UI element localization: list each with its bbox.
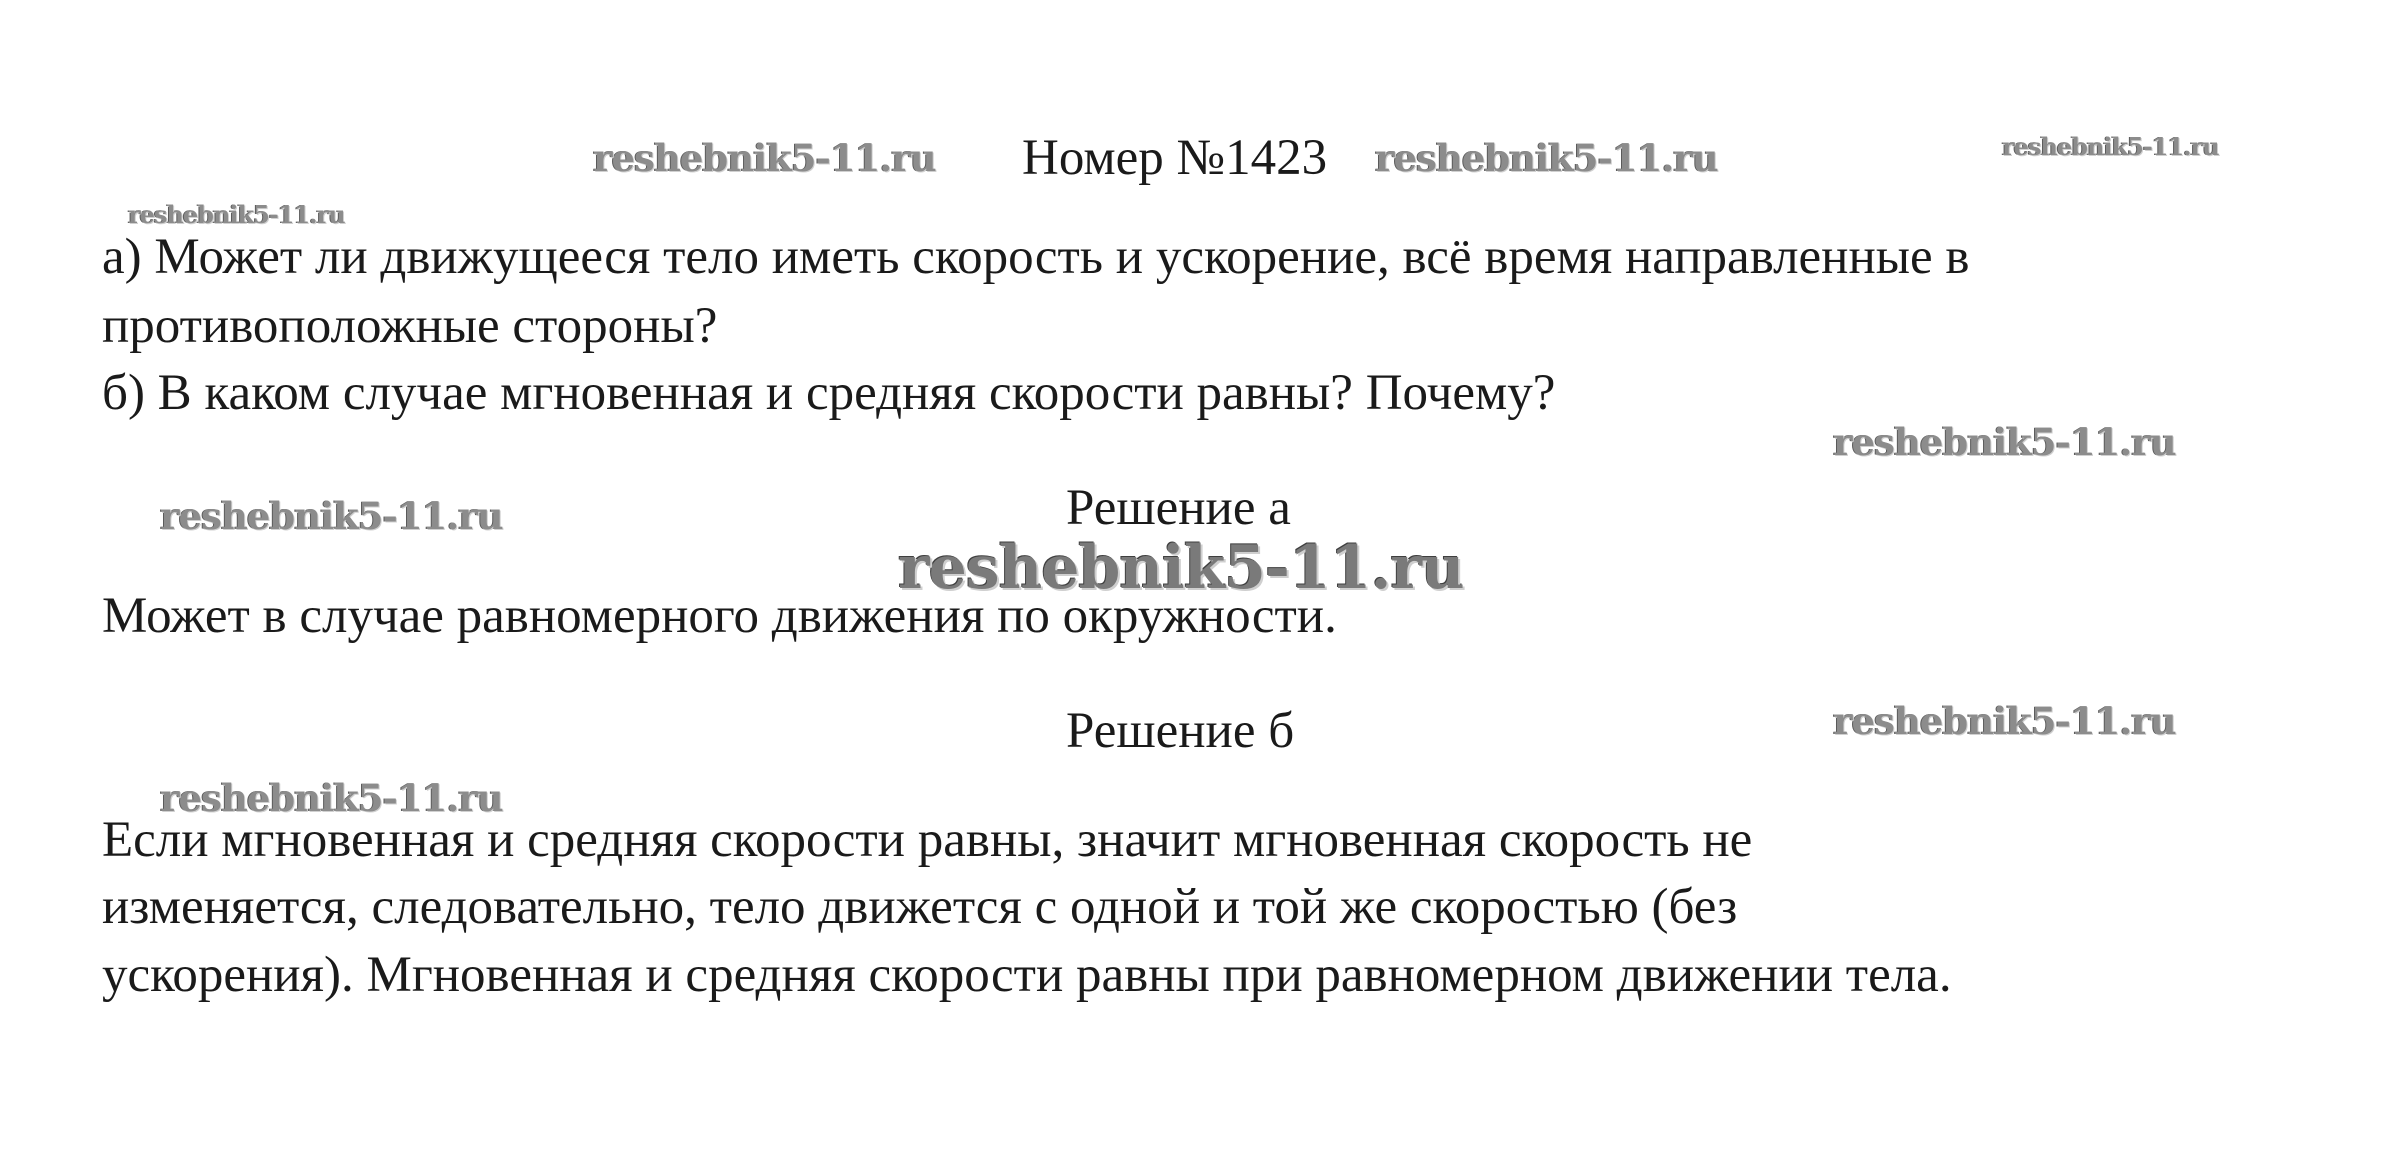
watermark: reshebnik5-11.ru (1833, 420, 2176, 464)
solution-a-text: Может в случае равномерного движения по окружности. (102, 588, 1337, 644)
question-a-line-2: противоположные стороны? (102, 298, 718, 354)
question-b-line: б) В каком случае мгновенная и средняя скорости равны? Почему? (102, 365, 1556, 421)
question-a-line-1: а) Может ли движущееся тело иметь скорость и ускорение, всё время направленные в (102, 229, 1970, 285)
solution-b-line-3: ускорения). Мгновенная и средняя скорости равны при равномерном движении тела. (102, 947, 1952, 1003)
watermark: reshebnik5-11.ru (160, 776, 503, 820)
page-title: Номер №1423 (1022, 130, 1328, 186)
watermark: reshebnik5-11.ru (1833, 699, 2176, 743)
solution-b-line-2: изменяется, следовательно, тело движется с одной и той же скоростью (без (102, 879, 1738, 935)
watermark: reshebnik5-11.ru (128, 200, 345, 229)
solution-a-heading: Решение а (1066, 480, 1291, 536)
solution-b-line-1: Если мгновенная и средняя скорости равны, значит мгновенная скорость не (102, 812, 1753, 868)
watermark: reshebnik5-11.ru (898, 533, 1464, 603)
solution-b-heading: Решение б (1066, 703, 1295, 759)
watermark: reshebnik5-11.ru (2002, 132, 2219, 161)
watermark: reshebnik5-11.ru (160, 494, 503, 538)
watermark: reshebnik5-11.ru (593, 136, 936, 180)
watermark: reshebnik5-11.ru (1375, 136, 1718, 180)
